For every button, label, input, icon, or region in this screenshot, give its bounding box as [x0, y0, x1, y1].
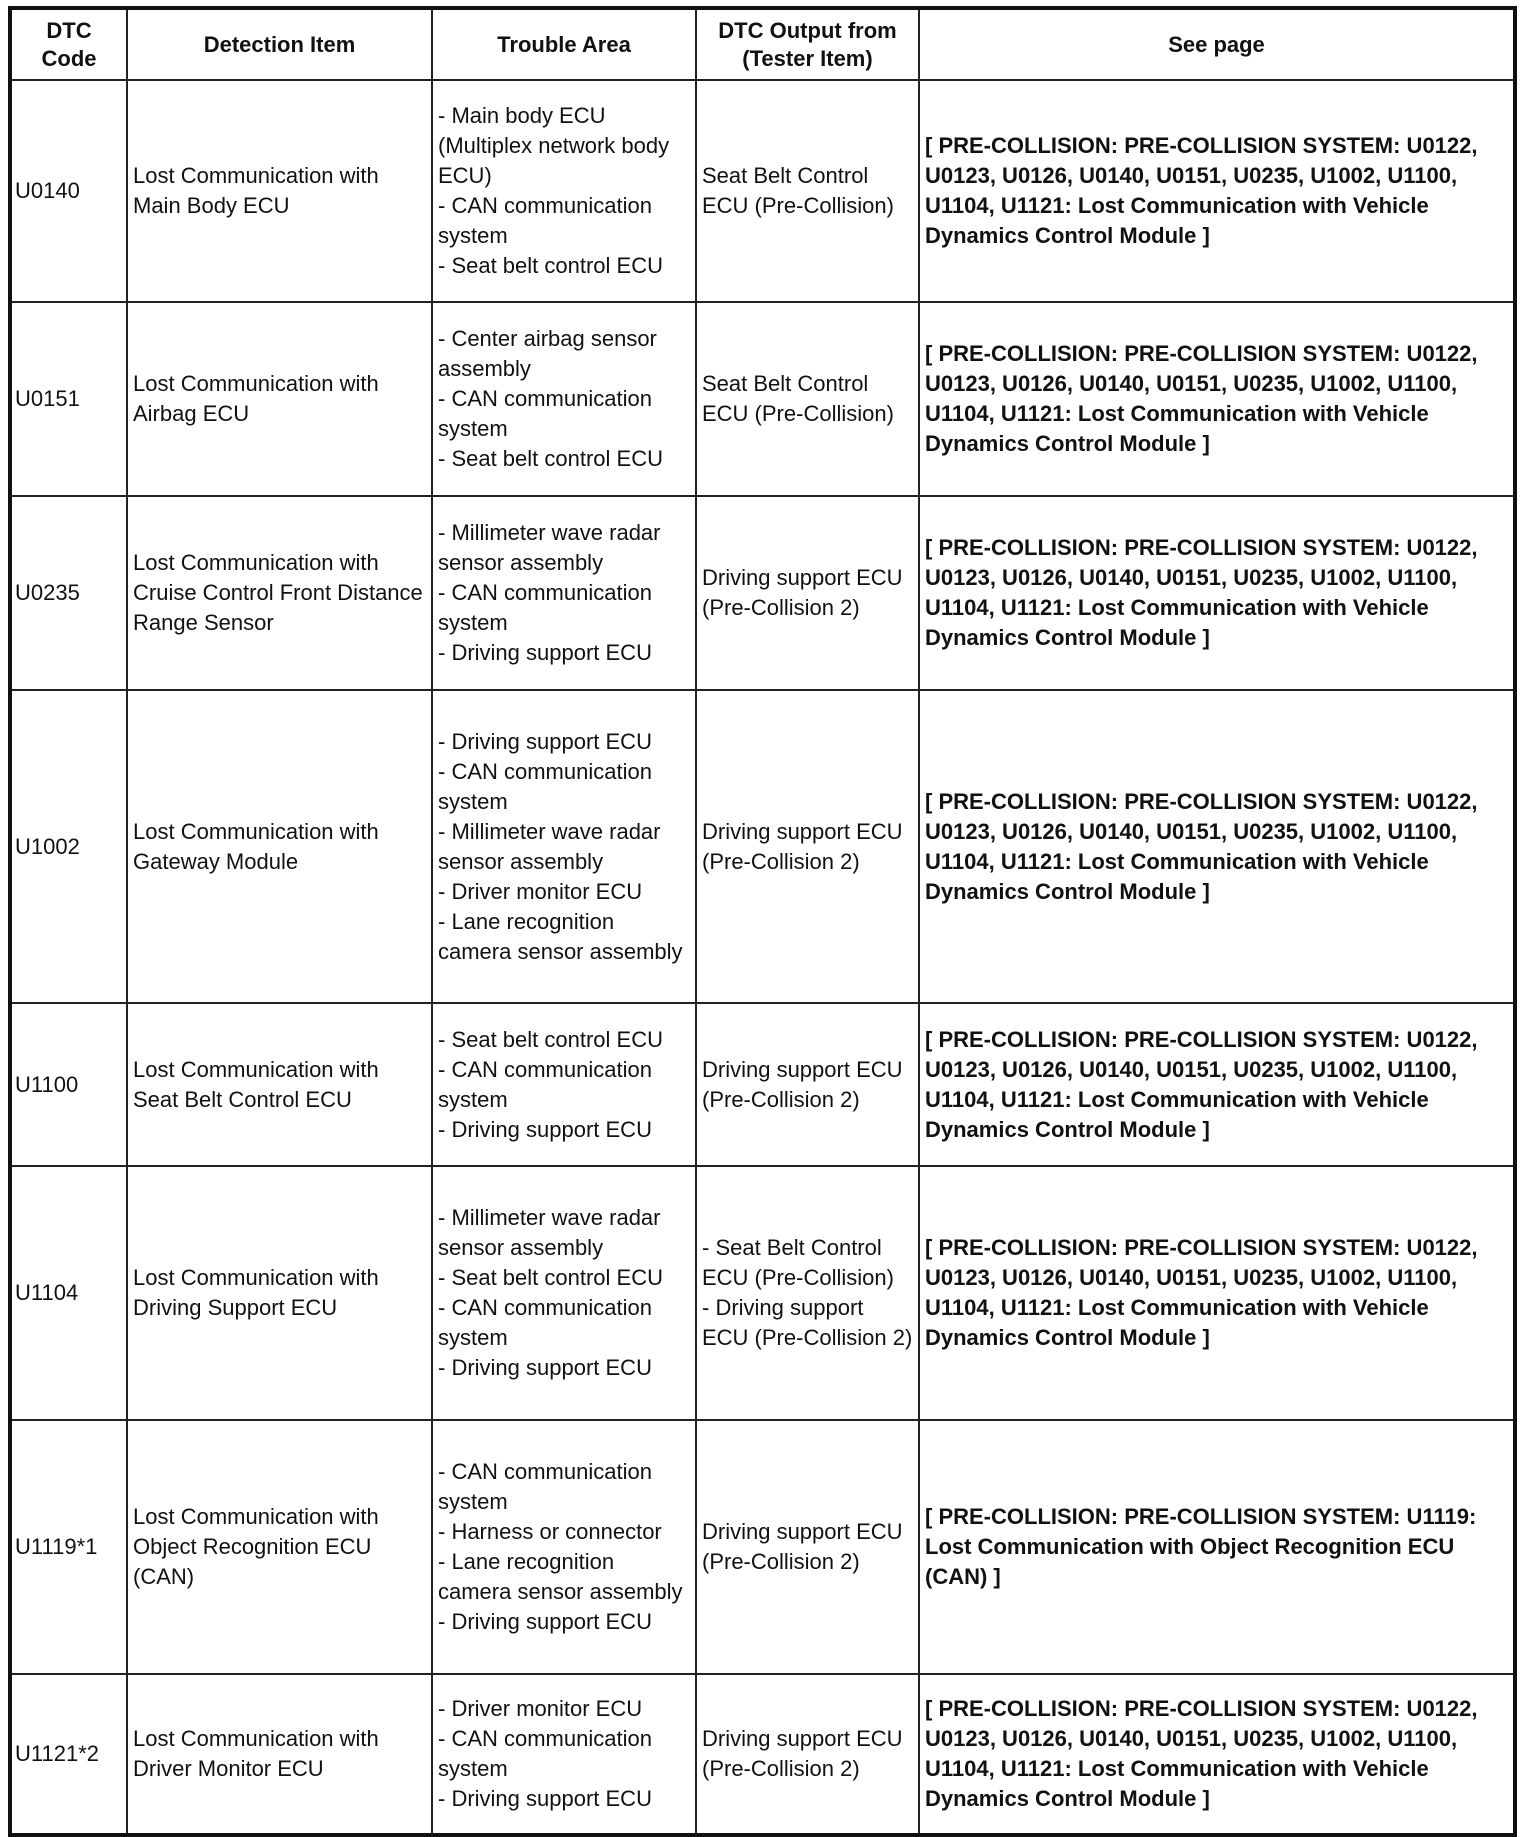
- header-see-page: See page: [919, 8, 1515, 80]
- dtc-code: U0140: [10, 80, 127, 302]
- detection-item: Lost Communication with Driver Monitor ECU: [127, 1674, 432, 1835]
- dtc-output: [696, 1166, 919, 1420]
- trouble-area: [432, 302, 696, 496]
- table-row: [10, 1674, 1515, 1835]
- trouble-area-item: - CAN communication system: [438, 386, 652, 441]
- table-row: [10, 1003, 1515, 1166]
- header-row: [10, 8, 1515, 80]
- dtc-output-item: - Driving support ECU (Pre-Collision 2): [702, 1295, 913, 1350]
- trouble-area-item: - Millimeter wave radar sensor assembly: [438, 520, 661, 575]
- see-page-link[interactable]: [ PRE-COLLISION: PRE-COLLISION SYSTEM: U0122, U0123, U0126, U0140, U0151, U0235, U1002, U1100, U1104, U1121: Lost Communication with Vehicle Dynamics Control Module ]: [919, 496, 1515, 690]
- dtc-output-item: Seat Belt Control ECU (Pre-Collision): [702, 163, 894, 218]
- header-trouble-area: Trouble Area: [432, 8, 696, 80]
- dtc-output: [696, 80, 919, 302]
- header-dtc-code: DTC Code: [10, 8, 127, 80]
- table-row: [10, 496, 1515, 690]
- detection-item: Lost Communication with Seat Belt Control ECU: [127, 1003, 432, 1166]
- dtc-code: U1121*2: [10, 1674, 127, 1835]
- trouble-area-item: - CAN communication system: [438, 1459, 652, 1514]
- trouble-area: [432, 80, 696, 302]
- trouble-area-item: - CAN communication system: [438, 580, 652, 635]
- trouble-area-item: - Driving support ECU: [438, 640, 652, 665]
- trouble-area-item: - Driving support ECU: [438, 1786, 652, 1811]
- trouble-area: [432, 1003, 696, 1166]
- dtc-code: U1002: [10, 690, 127, 1003]
- dtc-code: U1100: [10, 1003, 127, 1166]
- trouble-area-item: - Millimeter wave radar sensor assembly: [438, 818, 661, 874]
- trouble-area: [432, 1674, 696, 1835]
- detection-item: Lost Communication with Gateway Module: [127, 690, 432, 1003]
- see-page-link[interactable]: [ PRE-COLLISION: PRE-COLLISION SYSTEM: U0122, U0123, U0126, U0140, U0151, U0235, U1002, U1100, U1104, U1121: Lost Communication with Vehicle Dynamics Control Module ]: [919, 80, 1515, 302]
- dtc-output: [696, 1003, 919, 1166]
- dtc-output: [696, 302, 919, 496]
- dtc-output-item: - Seat Belt Control ECU (Pre-Collision): [702, 1235, 894, 1290]
- trouble-area: [432, 496, 696, 690]
- trouble-area-item: - Main body ECU (Multiplex network body ECU): [438, 103, 670, 188]
- trouble-area-item: - Seat belt control ECU: [438, 446, 663, 471]
- table-row: [10, 80, 1515, 302]
- trouble-area-item: - Driving support ECU: [438, 728, 652, 754]
- trouble-area-item: - Lane recognition camera sensor assembly: [438, 1549, 683, 1604]
- trouble-area-item: - Millimeter wave radar sensor assembly: [438, 1205, 661, 1260]
- trouble-area-item: - Driving support ECU: [438, 1116, 652, 1142]
- trouble-area-item: - CAN communication system: [438, 758, 652, 814]
- dtc-output-item: Driving support ECU (Pre-Collision 2): [702, 1726, 903, 1781]
- detection-item: Lost Communication with Object Recognition ECU (CAN): [127, 1420, 432, 1674]
- detection-item: Lost Communication with Cruise Control Front Distance Range Sensor: [127, 496, 432, 690]
- trouble-area-item: - Driver monitor ECU: [438, 878, 643, 904]
- dtc-code: U1119*1: [10, 1420, 127, 1674]
- see-page-link[interactable]: [ PRE-COLLISION: PRE-COLLISION SYSTEM: U0122, U0123, U0126, U0140, U0151, U0235, U1002, U1100, U1104, U1121: Lost Communication with Vehicle Dynamics Control Module ]: [919, 1166, 1515, 1420]
- header-detection-item: Detection Item: [127, 8, 432, 80]
- trouble-area-item: - CAN communication system: [438, 1056, 652, 1112]
- detection-item: Lost Communication with Driving Support ECU: [127, 1166, 432, 1420]
- trouble-area-item: - Seat belt control ECU: [438, 1265, 663, 1290]
- detection-item: Lost Communication with Main Body ECU: [127, 80, 432, 302]
- see-page-link[interactable]: [ PRE-COLLISION: PRE-COLLISION SYSTEM: U1119: Lost Communication with Object Recognition ECU (CAN) ]: [919, 1420, 1515, 1674]
- dtc-output-item: Driving support ECU (Pre-Collision 2): [702, 1519, 903, 1574]
- table-row: [10, 302, 1515, 496]
- trouble-area: [432, 690, 696, 1003]
- trouble-area-item: - CAN communication system: [438, 193, 652, 248]
- dtc-output: [696, 496, 919, 690]
- see-page-link[interactable]: [ PRE-COLLISION: PRE-COLLISION SYSTEM: U0122, U0123, U0126, U0140, U0151, U0235, U1002, U1100, U1104, U1121: Lost Communication with Vehicle Dynamics Control Module ]: [919, 1674, 1515, 1835]
- trouble-area-item: - CAN communication system: [438, 1726, 652, 1781]
- dtc-output-item: Driving support ECU (Pre-Collision 2): [702, 1056, 903, 1112]
- trouble-area-item: - Driver monitor ECU: [438, 1696, 643, 1721]
- dtc-output-item: Driving support ECU (Pre-Collision 2): [702, 818, 903, 874]
- trouble-area-item: - Harness or connector: [438, 1519, 662, 1544]
- trouble-area-item: - Driving support ECU: [438, 1355, 652, 1380]
- table-row: [10, 1166, 1515, 1420]
- see-page-link[interactable]: [ PRE-COLLISION: PRE-COLLISION SYSTEM: U0122, U0123, U0126, U0140, U0151, U0235, U1002, U1100, U1104, U1121: Lost Communication with Vehicle Dynamics Control Module ]: [919, 302, 1515, 496]
- see-page-link[interactable]: [ PRE-COLLISION: PRE-COLLISION SYSTEM: U0122, U0123, U0126, U0140, U0151, U0235, U1002, U1100, U1104, U1121: Lost Communication with Vehicle Dynamics Control Module ]: [919, 690, 1515, 1003]
- dtc-output: [696, 1420, 919, 1674]
- trouble-area-item: - Seat belt control ECU: [438, 253, 663, 278]
- trouble-area-item: - Driving support ECU: [438, 1609, 652, 1634]
- table-row: [10, 690, 1515, 1003]
- trouble-area: [432, 1166, 696, 1420]
- dtc-output: [696, 1674, 919, 1835]
- table-row: [10, 1420, 1515, 1674]
- detection-item: Lost Communication with Airbag ECU: [127, 302, 432, 496]
- trouble-area: [432, 1420, 696, 1674]
- dtc-code: U1104: [10, 1166, 127, 1420]
- dtc-code: U0235: [10, 496, 127, 690]
- dtc-code: U0151: [10, 302, 127, 496]
- trouble-area-item: - Lane recognition camera sensor assembly: [438, 908, 683, 964]
- header-dtc-output: DTC Output from (Tester Item): [696, 8, 919, 80]
- trouble-area-item: - Center airbag sensor assembly: [438, 326, 657, 381]
- dtc-table: [8, 6, 1517, 1837]
- see-page-link[interactable]: [ PRE-COLLISION: PRE-COLLISION SYSTEM: U0122, U0123, U0126, U0140, U0151, U0235, U1002, U1100, U1104, U1121: Lost Communication with Vehicle Dynamics Control Module ]: [919, 1003, 1515, 1166]
- dtc-output-item: Driving support ECU (Pre-Collision 2): [702, 565, 903, 620]
- trouble-area-item: - CAN communication system: [438, 1295, 652, 1350]
- dtc-output: [696, 690, 919, 1003]
- trouble-area-item: - Seat belt control ECU: [438, 1026, 663, 1052]
- dtc-output-item: Seat Belt Control ECU (Pre-Collision): [702, 371, 894, 426]
